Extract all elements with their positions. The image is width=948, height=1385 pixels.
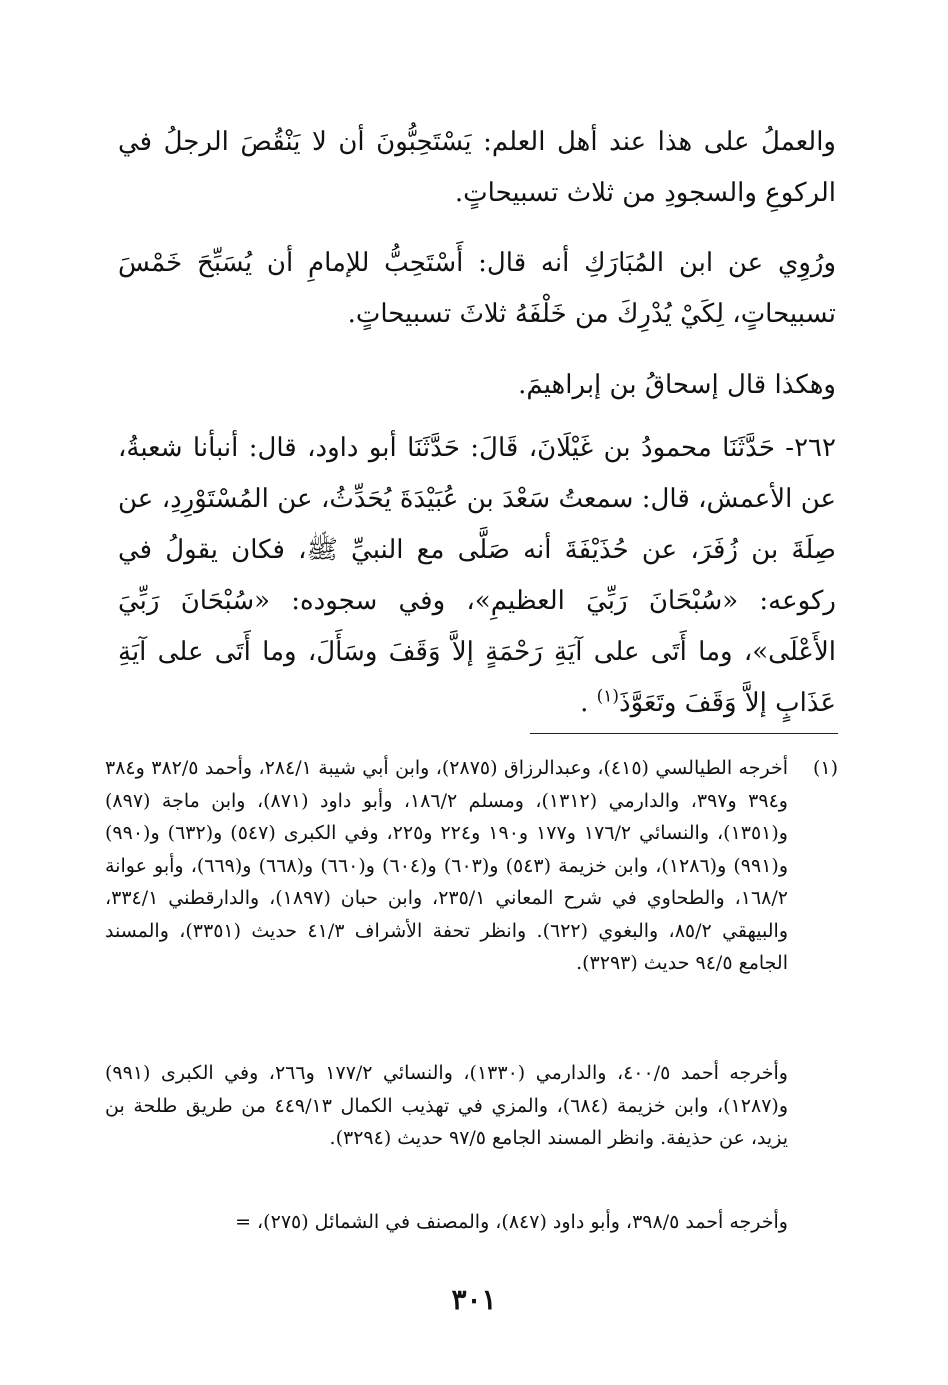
footnote-reference: (١) — [596, 686, 620, 707]
hadith-text: ٢٦٢- حَدَّثَنَا محمودُ بن غَيْلَانَ، قَالَ: حَدَّثَنَا أبو داود، قال: أنبأنا شعبةُ، عن الأعمش، قال: سمعتُ سَعْدَ بن عُبَيْدَةَ يُحَدِّثُ، عن المُسْتَوْرِدِ، عن صِلَةَ بن زُفَرَ، عن حُذَيْفَةَ أنه صَلَّى مع النبيِّ ﷺ، فكان يقولُ في ركوعه: «سُبْحَانَ رَبِّيَ العظيمِ»، وفي سجوده: «سُبْحَانَ رَبِّيَ الأَعْلَى»، وما أَتَى على آيَةِ رَحْمَةٍ إلاَّ وَقَفَ وسَأَلَ، وما أَتَى على آيَةِ عَذَابٍ إلاَّ وَقَفَ وتَعَوَّذَ — [118, 433, 836, 718]
main-paragraph-3 — [118, 360, 836, 411]
footnote-number: (١) — [812, 757, 838, 779]
paragraph-text: ورُوِي عن ابن المُبَارَكِ أنه قال: أَسْتَحِبُّ للإمامِ أن يُسَبِّحَ خَمْسَ تسبيحاتٍ، لِكَيْ يُدْرِكَ من خَلْفَهُ ثلاثَ تسبيحاتٍ. — [118, 248, 836, 329]
footnote-text: أخرجه الطيالسي (٤١٥)، وعبدالرزاق (٢٨٧٥)، وابن أبي شيبة ٢٨٤/١، وأحمد ٣٨٢/٥ و٣٨٤ و٣٩٤ و٣٩٧، والدارمي (١٣١٢)، ومسلم ١٨٦/٢، وأبو داود (٨٧١)، وابن ماجة (٨٩٧) و(١٣٥١)، والنسائي ١٧٦/٢ و١٧٧ و١٩٠ و٢٢٤ و٢٢٥، وفي الكبرى (٥٤٧) و(٦٣٢) و(٩٩٠) و(٩٩١) و(١٢٨٦)، وابن خزيمة (٥٤٣) و(٦٠٣) و(٦٠٤) و(٦٦٠) و(٦٦٨) و(٦٦٩)، وأبو عوانة ١٦٨/٢، والطحاوي في شرح المعاني ٢٣٥/١، وابن حبان (١٨٩٧)، والدارقطني ٣٣٤/١، والبيهقي ٨٥/٢، والبغوي (٦٢٢). وانظر تحفة الأشراف ٤١/٣ حديث (٣٣٥١)، والمسند الجامع ٩٤/٥ حديث (٣٢٩٣). — [105, 757, 789, 974]
main-paragraph-2 — [118, 238, 836, 340]
footnote-text: وأخرجه أحمد ٤٠٠/٥، والدارمي (١٣٣٠)، والنسائي ١٧٧/٢ و٢٦٦، وفي الكبرى (٩٩١) و(١٢٨٧)، وابن خزيمة (٦٨٤)، والمزي في تهذيب الكمال ٤٤٩/١٣ من طريق طلحة بن يزيد، عن حذيفة. وانظر المسند الجامع ٩٧/٥ حديث (٣٢٩٤). — [105, 1062, 788, 1149]
paragraph-text: وهكذا قال إسحاقُ بن إبراهيمَ. — [518, 370, 836, 400]
footnote-1 — [105, 752, 838, 980]
footnote-continuation-2 — [105, 1206, 838, 1239]
end-mark: . — [580, 688, 597, 718]
footnote-text: وأخرجه أحمد ٣٩٨/٥، وأبو داود (٨٤٧)، والمصنف في الشمائل (٢٧٥)، = — [235, 1211, 788, 1233]
footnote-continuation-1 — [105, 1057, 838, 1155]
page-number: ٣٠١ — [451, 1283, 497, 1316]
paragraph-text: والعملُ على هذا عند أهل العلم: يَسْتَحِبُّونَ أن لا يَنْقُصَ الرجلُ في الركوعِ والسجودِ من ثلاث تسبيحاتٍ. — [118, 127, 836, 208]
hadith-paragraph — [118, 423, 836, 729]
footnote-divider — [530, 733, 838, 734]
main-paragraph-1 — [118, 117, 836, 219]
